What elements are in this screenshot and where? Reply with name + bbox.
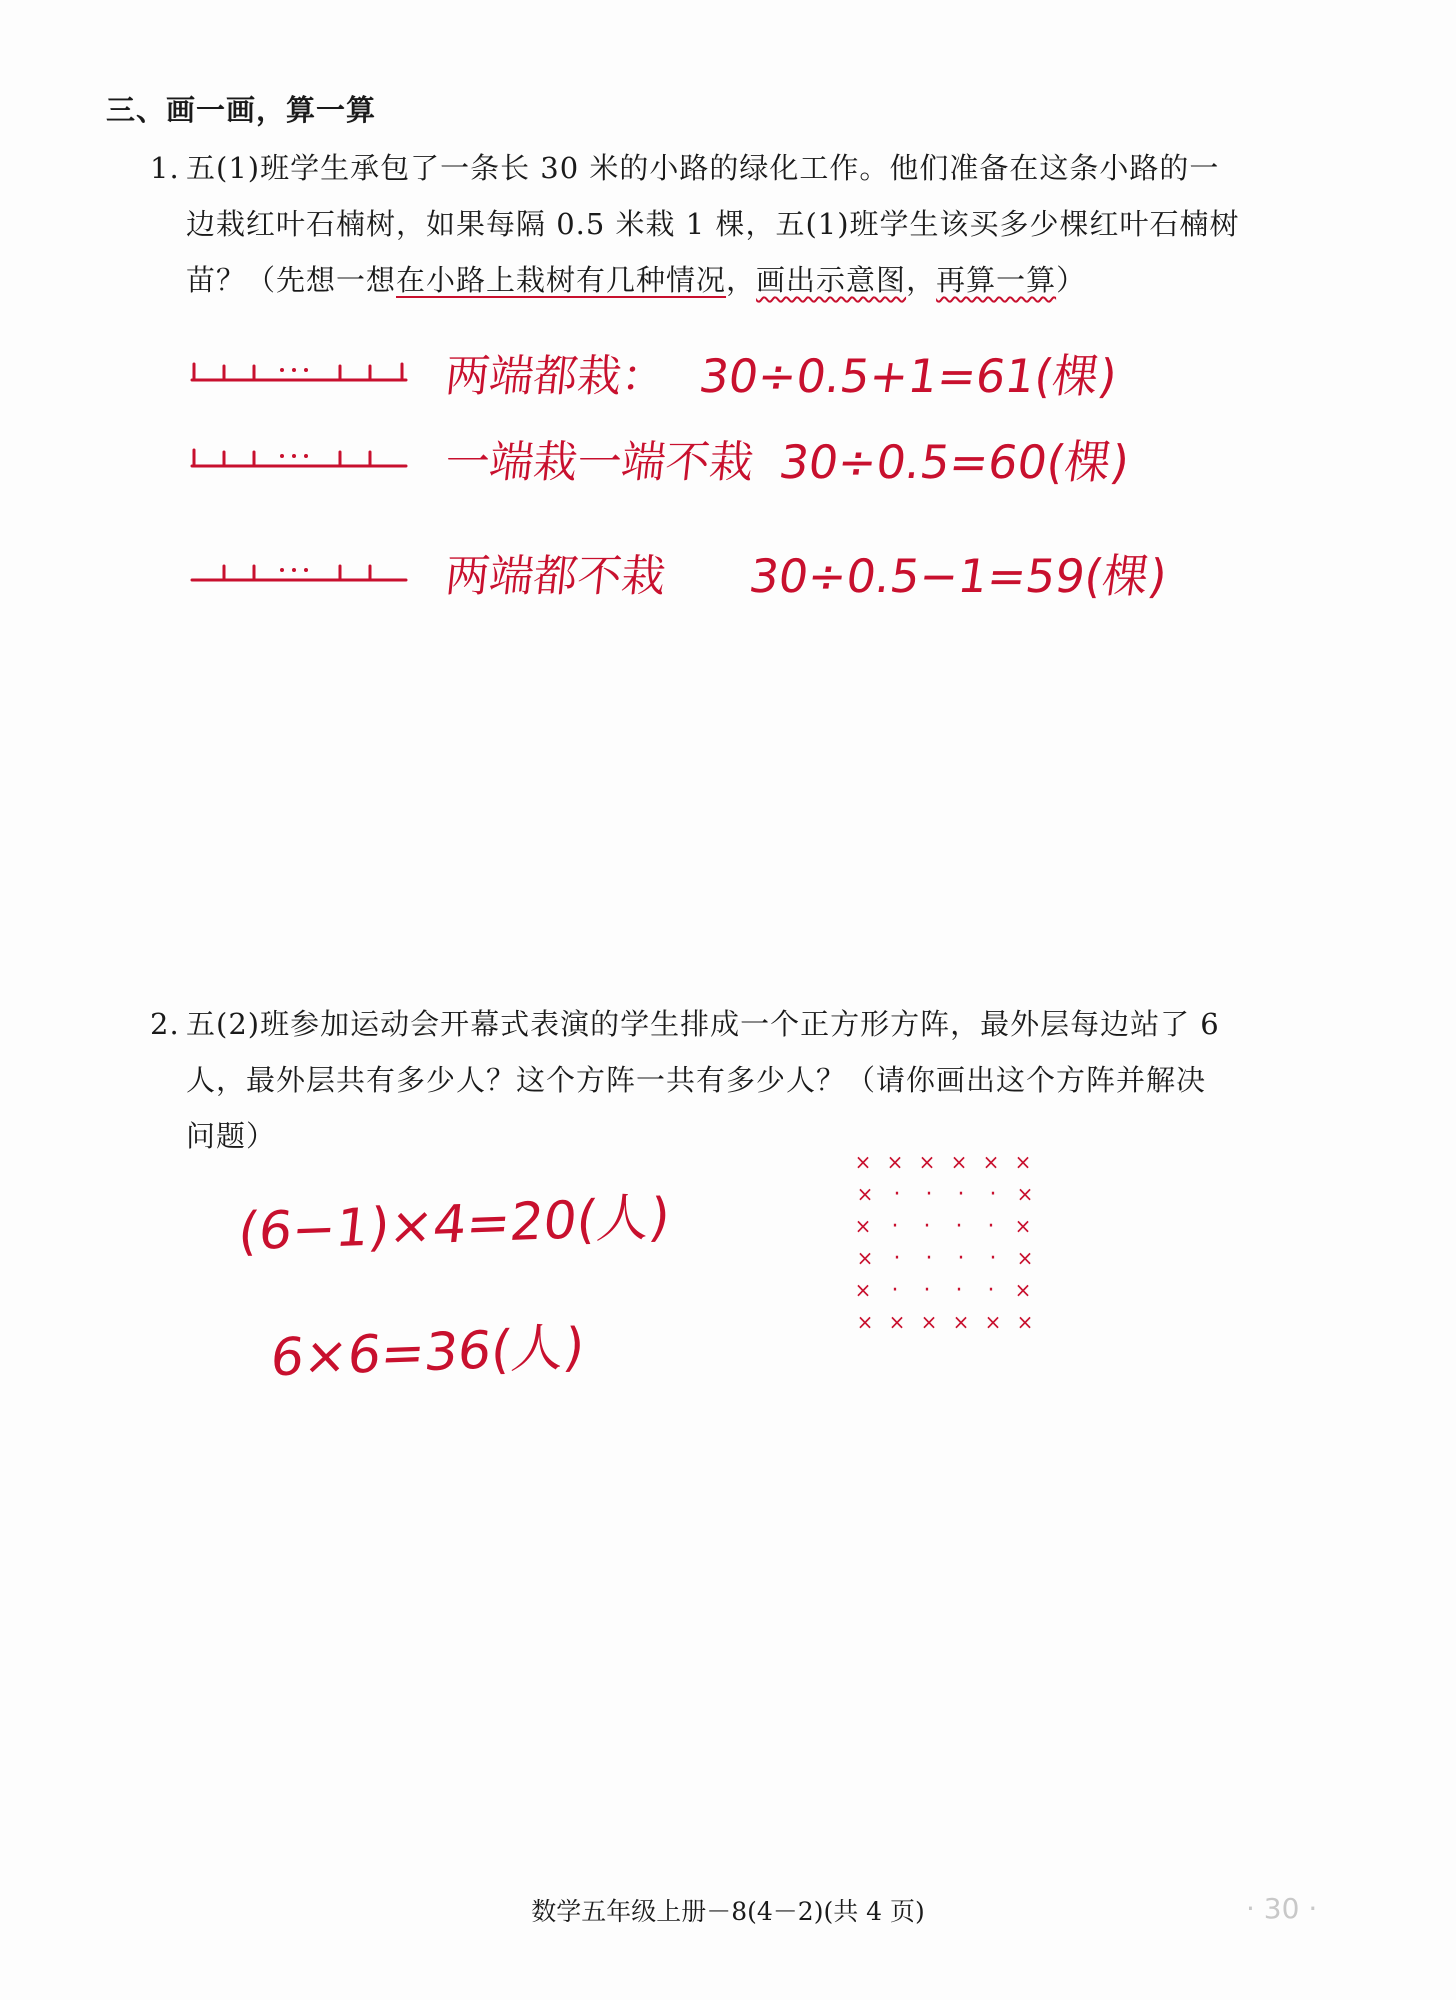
case-formula-neither-end: 30÷0.5−1=59(棵) [745,549,1171,603]
inner-student-mark: · [989,1182,997,1207]
outer-student-mark: × [1014,1214,1032,1238]
outer-student-mark: × [1016,1310,1034,1334]
question-1-underlined-hint: 在小路上栽树有几种情况 [396,263,727,297]
case-formula-one-end: 30÷0.5=60(棵) [775,435,1133,489]
question-1-number: 1. [150,151,180,185]
inner-student-mark: · [955,1214,963,1239]
question-1-line-3-prefix: 苗？（先想一想 [186,263,397,297]
question-2-number: 2. [150,1007,180,1041]
answer-case-neither-end [190,540,1190,610]
outer-student-mark: × [856,1182,874,1206]
question-1 [150,140,1350,308]
outer-student-mark: × [918,1150,936,1174]
tree-diagram-one-end [190,436,410,476]
inner-student-mark: · [925,1246,933,1271]
answer-total: 6×6=36(人) [267,1317,588,1389]
page-number: · 30 · [1246,1892,1318,1925]
outer-student-mark: × [886,1150,904,1174]
outer-student-mark: × [888,1310,906,1334]
inner-student-mark: · [893,1246,901,1271]
question-1-draw-hint: 画出示意图 [756,263,907,297]
square-array-drawing [848,1146,1038,1336]
outer-student-mark: × [1014,1278,1032,1302]
outer-student-mark: × [984,1310,1002,1334]
answer-outer-layer: (6−1)×4=20(人) [235,1187,673,1263]
outer-student-mark: × [982,1150,1000,1174]
outer-student-mark: × [856,1310,874,1334]
outer-student-mark: × [854,1150,872,1174]
inner-student-mark: · [893,1182,901,1207]
case-label-both-ends: 两端都栽： [442,351,669,402]
inner-student-mark: · [955,1278,963,1303]
question-1-close-paren: ） [1056,263,1087,297]
case-formula-both-ends: 30÷0.5+1=61(棵) [695,349,1121,403]
case-label-neither-end: 两端都不栽 [442,551,669,602]
question-1-comma-1: ， [726,263,757,297]
question-2-line-2: 人，最外层共有多少人？这个方阵一共有多少人？（请你画出这个方阵并解决 [186,1063,1207,1097]
inner-student-mark: · [891,1278,899,1303]
question-1-line-1: 五(1)班学生承包了一条长 30 米的小路的绿化工作。他们准备在这条小路的一 [186,151,1220,185]
inner-student-mark: · [957,1246,965,1271]
question-1-line-3 [150,252,1350,308]
question-2 [150,996,1350,1164]
inner-student-mark: · [925,1182,933,1207]
question-2-line-1: 五(2)班参加运动会开幕式表演的学生排成一个正方形方阵，最外层每边站了 6 [186,1007,1220,1041]
answer-case-one-end [190,426,1190,496]
outer-student-mark: × [1016,1246,1034,1270]
question-1-comma-2: ， [906,263,937,297]
tree-diagram-both-ends [190,350,410,390]
page-footer: 数学五年级上册－8(4－2)(共 4 页) [531,1897,925,1926]
inner-student-mark: · [891,1214,899,1239]
case-label-one-end: 一端栽一端不栽 [442,437,757,488]
outer-student-mark: × [854,1214,872,1238]
outer-student-mark: × [952,1310,970,1334]
outer-student-mark: × [856,1246,874,1270]
question-2-line-3: 问题） [186,1119,277,1153]
outer-student-mark: × [854,1278,872,1302]
tree-diagram-neither-end [190,550,410,590]
inner-student-mark: · [989,1246,997,1271]
outer-student-mark: × [1014,1150,1032,1174]
outer-student-mark: × [1016,1182,1034,1206]
inner-student-mark: · [923,1214,931,1239]
inner-student-mark: · [987,1214,995,1239]
inner-student-mark: · [923,1278,931,1303]
outer-student-mark: × [920,1310,938,1334]
inner-student-mark: · [987,1278,995,1303]
inner-student-mark: · [957,1182,965,1207]
question-1-line-2: 边栽红叶石楠树，如果每隔 0.5 米栽 1 棵，五(1)班学生该买多少棵红叶石楠树 [186,207,1240,241]
section-title: 三、画一画，算一算 [106,93,377,127]
outer-student-mark: × [950,1150,968,1174]
answer-case-both-ends [190,340,1190,410]
question-1-calc-hint: 再算一算 [936,263,1057,297]
